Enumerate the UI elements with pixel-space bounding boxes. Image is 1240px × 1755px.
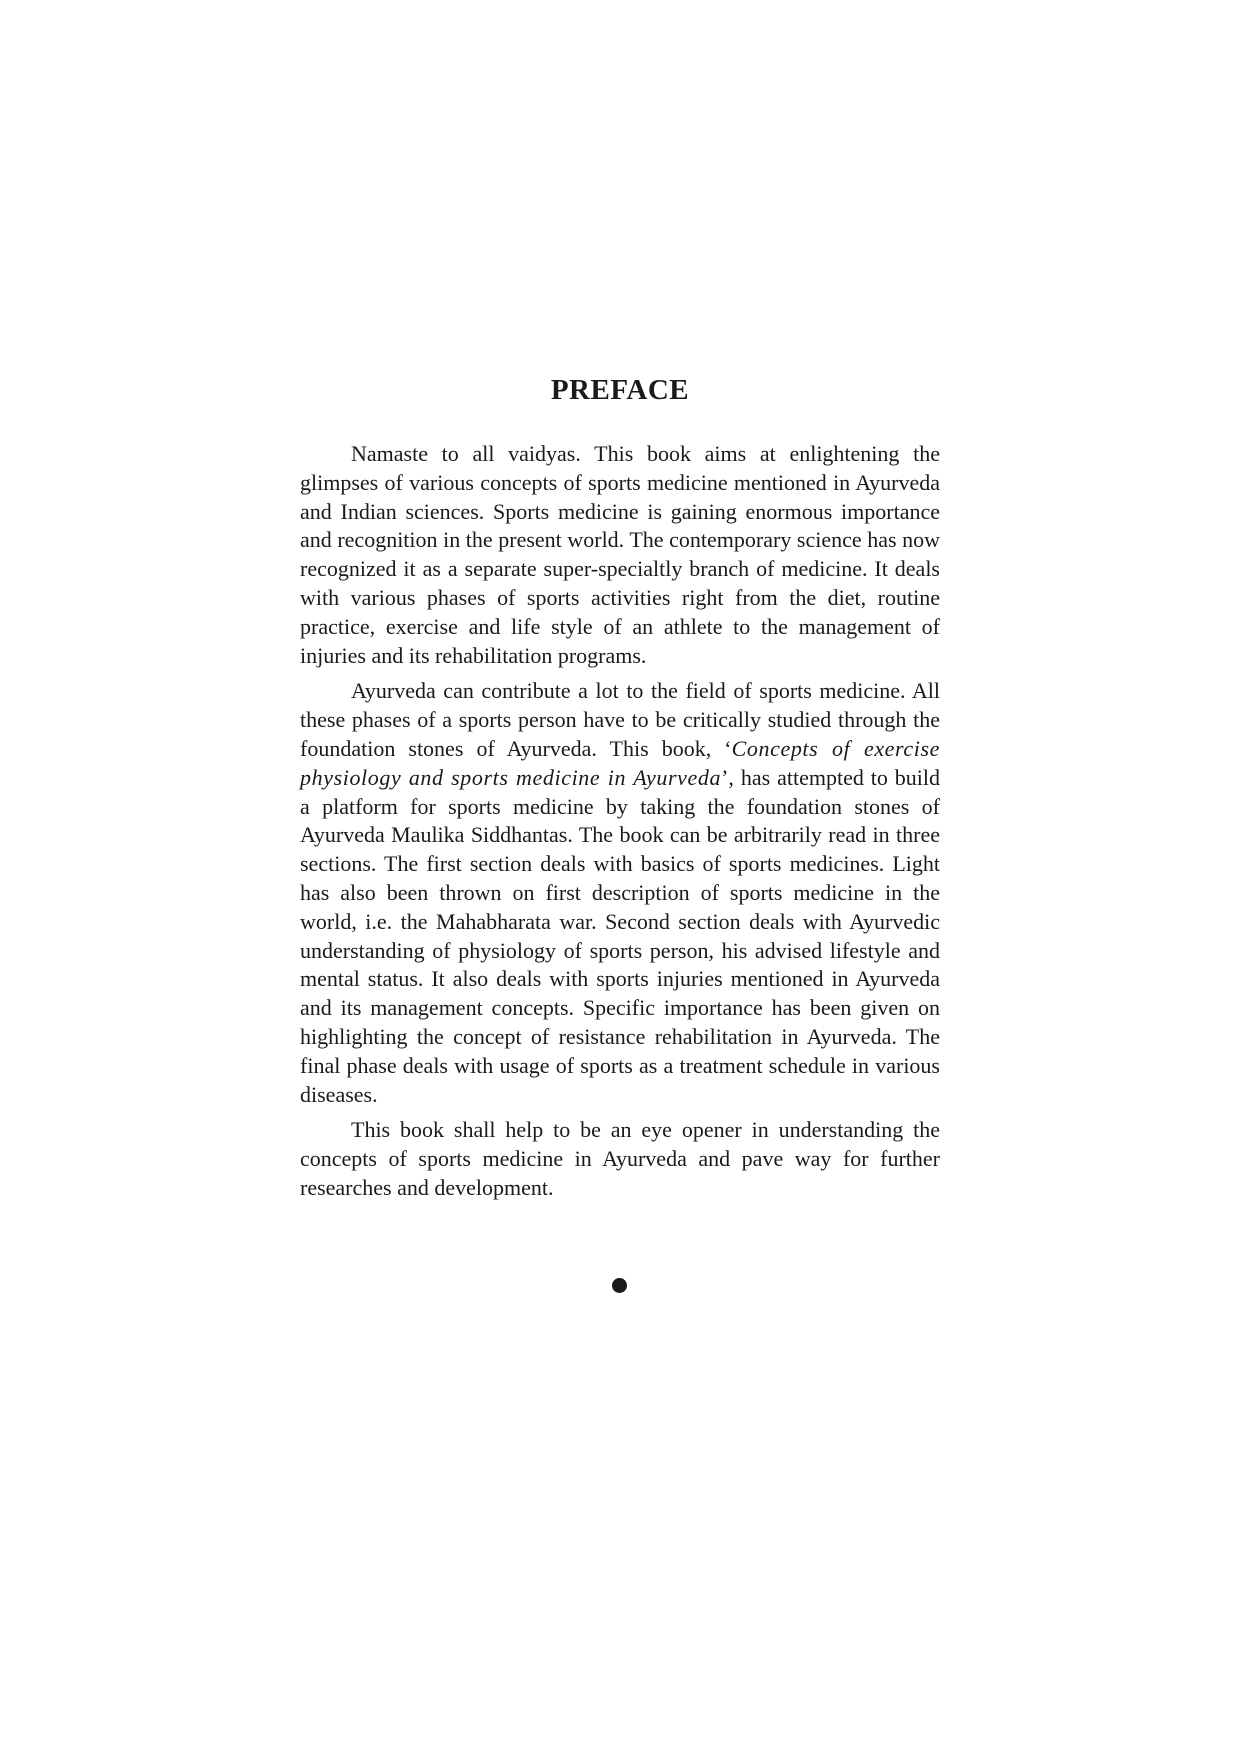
preface-paragraph-2 xyxy=(300,677,940,1109)
preface-section xyxy=(300,368,940,1210)
paragraph-2-text-before: Ayurveda can contribute a lot to the field of sports medicine. All these phases of a sports person have to be critically studied through the foundation stones of Ayurveda. This book, ‘ xyxy=(300,678,940,761)
preface-paragraph-1: Namaste to all vaidyas. This book aims at enlightening the glimpses of various concepts of sports medicine mentioned in Ayurveda and Indian sciences. Sports medicine is gaining enormous importance and recognition in the present world. The contemporary science has now recognized it as a separate super-specialtly branch of medicine. It deals with various phases of sports activities right from the diet, routine practice, exercise and life style of an athlete to the management of injuries and its rehabilitation programs. xyxy=(300,441,940,668)
page-title: PREFACE xyxy=(550,374,690,406)
paragraph-2-text-after: ’, has attempted to build a platform for sports medicine by taking the foundation stones of Ayurveda Maulika Siddhantas. The book can be arbitrarily read in three sections. The first section deals with basics of sports medicines. Light has also been thrown on first description of sports medicine in the world, i.e. the Mahabharata war. Second section deals with Ayurvedic understanding of physiology of sports person, his advised lifestyle and mental status. It also deals with sports injuries mentioned in Ayurveda and its management concepts. Specific importance has been given on highlighting the concept of resistance rehabilitation in Ayurveda. The final phase deals with usage of sports as a treatment schedule in various diseases. xyxy=(300,764,941,1107)
preface-paragraph-3: This book shall help to be an eye opener in understanding the concepts of sports medicine in Ayurveda and pave way for further researches and development. xyxy=(300,1117,940,1200)
end-bullet-icon xyxy=(612,1278,627,1293)
book-title-italic: Concepts of exercise physiology and sports medicine in Ayurveda xyxy=(300,735,940,790)
